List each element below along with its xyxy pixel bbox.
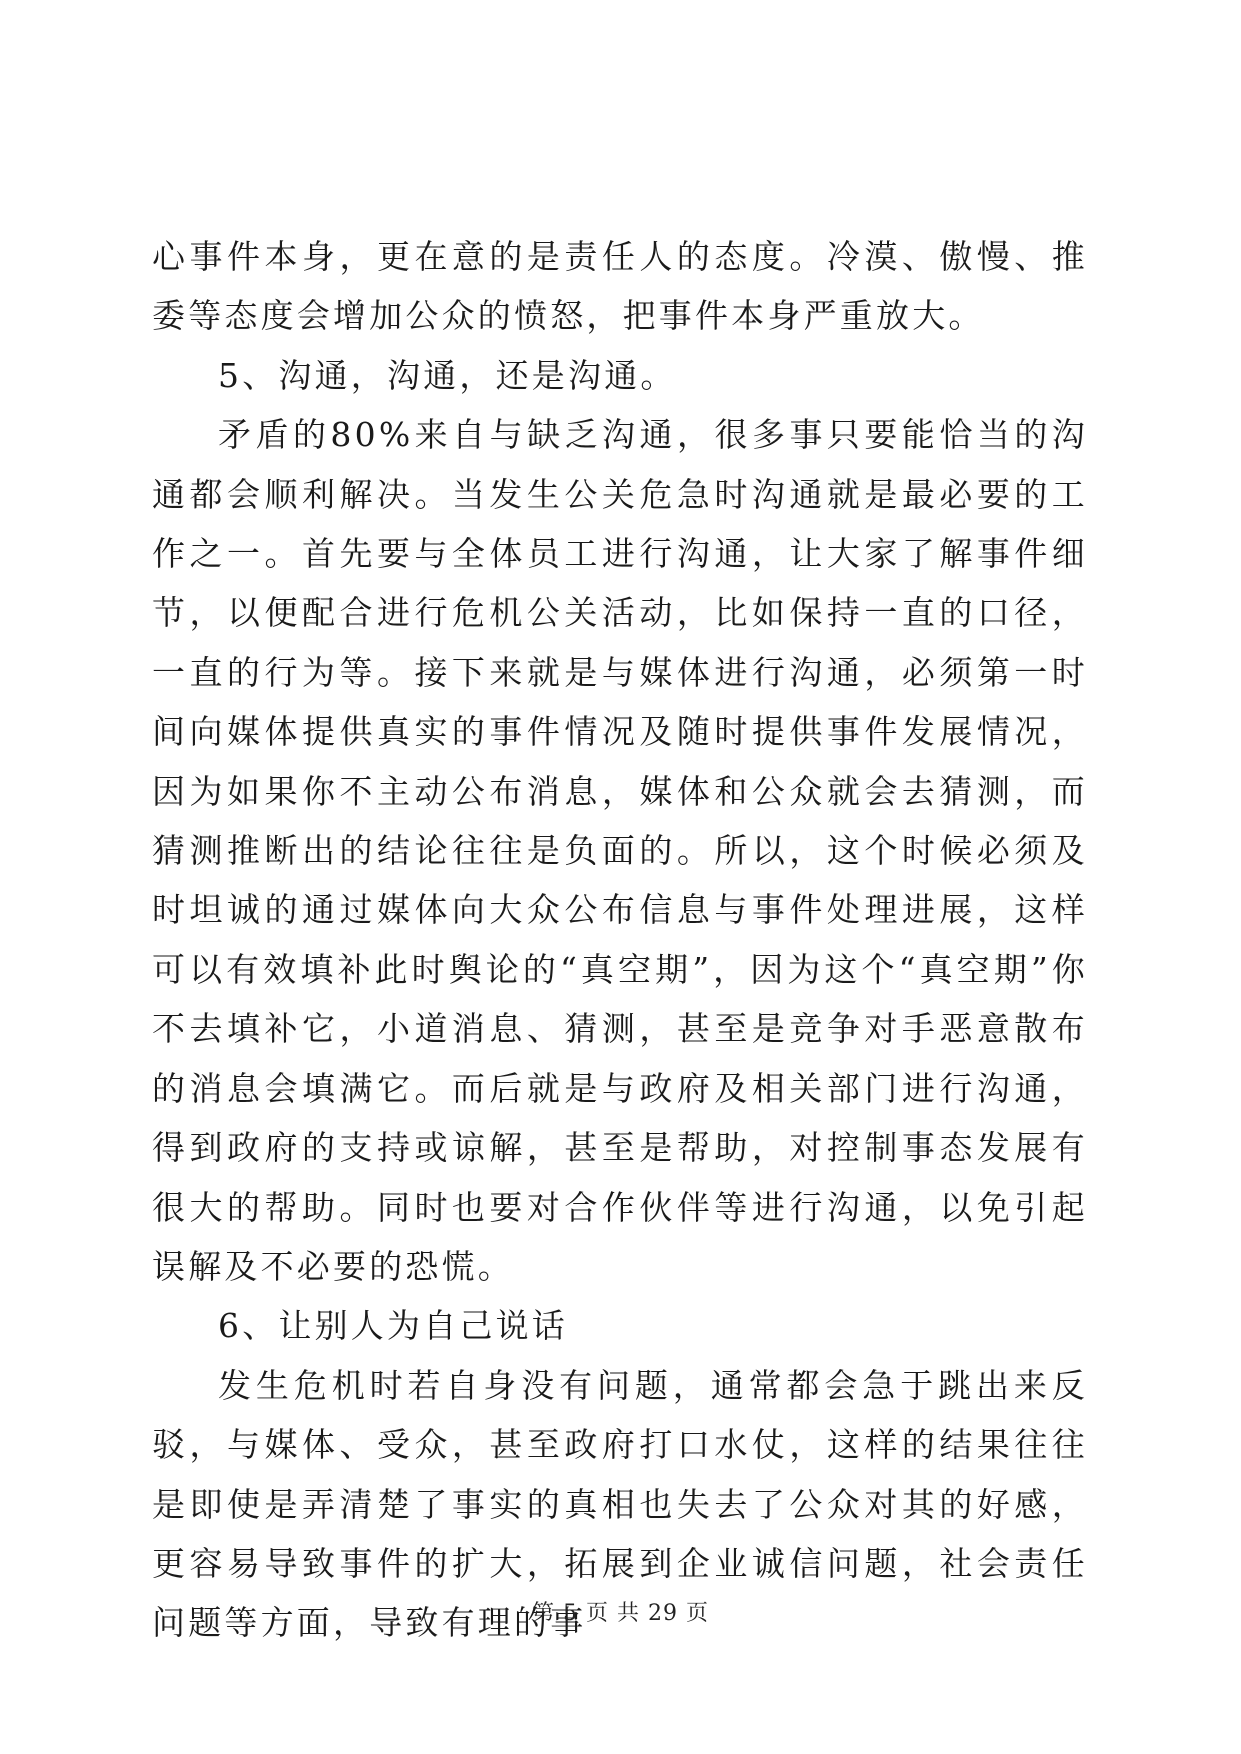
heading-communication: 5、沟通，沟通，还是沟通。 bbox=[218, 355, 677, 395]
heading-let-others-speak: 6、让别人为自己说话 bbox=[218, 1306, 568, 1346]
paragraph-let-others-speak: 发生危机时若自身没有问题，通常都会急于跳出来反驳，与媒体、受众，甚至政府打口水仗，这样的结果往往是即使是弄清楚了事实的真相也失去了公众对其的好感，更容易导致事件的扩大，拓展到企业诚信问题，社会责任问题等方面，导致有理的事 bbox=[152, 1365, 1088, 1643]
body-text bbox=[152, 227, 1088, 1653]
page-number-footer: 第 5 页 共 29 页 bbox=[532, 1601, 709, 1626]
paragraph-communication: 矛盾的80%来自与缺乏沟通，很多事只要能恰当的沟通都会顺利解决。当发生公关危急时沟通就是最必要的工作之一。首先要与全体员工进行沟通，让大家了解事件细节，以便配合进行危机公关活动，比如保持一直的口径，一直的行为等。接下来就是与媒体进行沟通，必须第一时间向媒体提供真实的事件情况及随时提供事件发展情况，因为如果你不主动公布消息，媒体和公众就会去猜测，而猜测推断出的结论往往是负面的。所以，这个时候必须及时坦诚的通过媒体向大众公布信息与事件处理进展，这样可以有效填补此时舆论的“真空期”，因为这个“真空期”你不去填补它，小道消息、猜测，甚至是竞争对手恶意散布的消息会填满它。而后就是与政府及相关部门进行沟通，得到政府的支持或谅解，甚至是帮助，对控制事态发展有很大的帮助。同时也要对合作伙伴等进行沟通，以免引起误解及不必要的恐慌。 bbox=[152, 415, 1088, 1286]
paragraph-continuation: 心事件本身，更在意的是责任人的态度。冷漠、傲慢、推委等态度会增加公众的愤怒，把事件本身严重放大。 bbox=[152, 237, 1088, 336]
